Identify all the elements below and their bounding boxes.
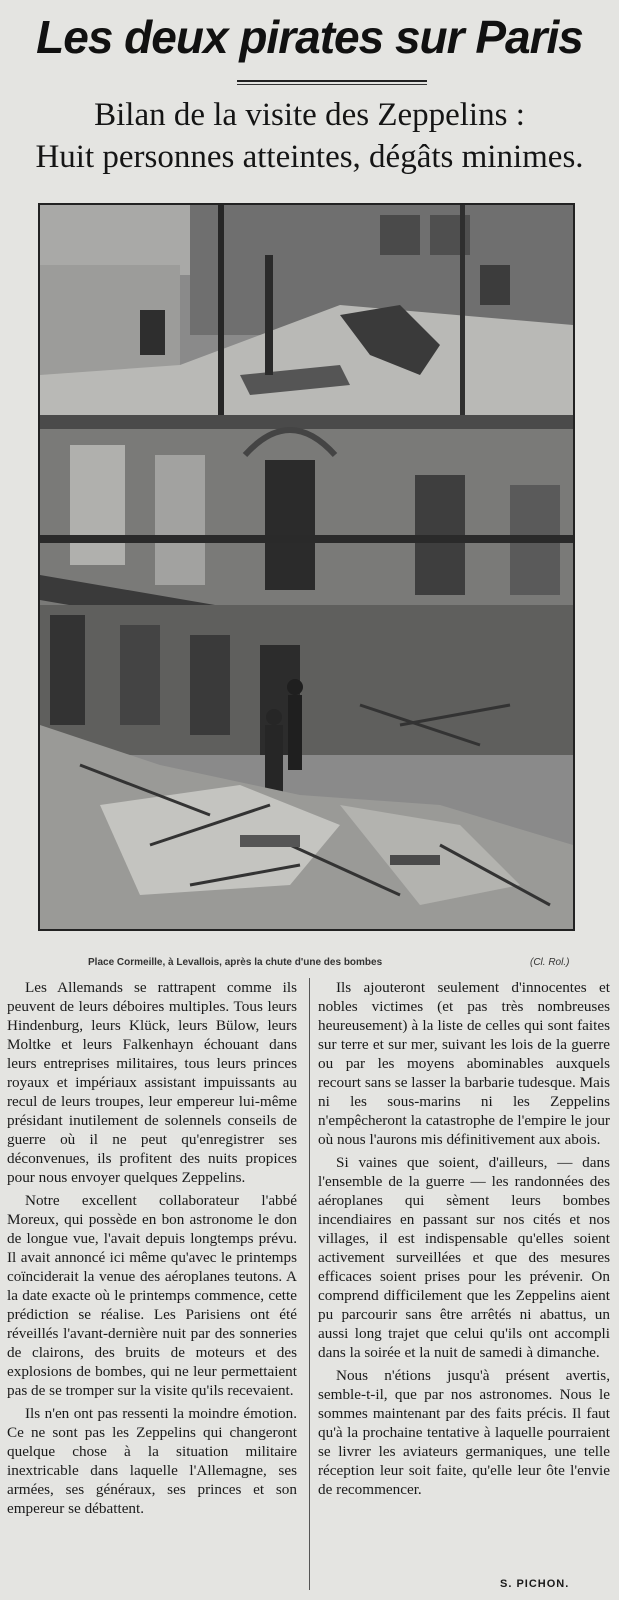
- paragraph: Si vaines que soient, d'ailleurs, — dans l'ensemble de la guerre — les randonnées des aéroplanes qui sèment leurs bombes incendiaires en passant sur nos cités et nos villages, il est indispensable qu'elles soient activement surveillées et que des mesures efficaces soient prises pour les prévenir. On comprend difficilement que les Zeppelins aient pu parcourir sans être arrêtés ni abattus, un aussi long trajet que celui qu'ils ont accompli dans la soirée et la nuit de samedi à dimanche.: [318, 1154, 610, 1361]
- paragraph: Ils n'en ont pas ressenti la moindre émotion. Ce ne sont pas les Zeppelins qui changeront quelque chose à la situation militaire inextricable dans laquelle l'Allemagne, ses armées, ses généraux, ses princes et son empereur se débattent.: [7, 1405, 297, 1517]
- column-divider: [309, 978, 310, 1590]
- headline-rule: [237, 80, 427, 82]
- subheadline-line-1: Bilan de la visite des Zeppelins :: [94, 97, 525, 133]
- caption-text: Place Cormeille, à Levallois, après la chute d'une des bombes: [88, 957, 383, 968]
- article-column-left: [7, 978, 297, 1588]
- photo-illustration: [40, 205, 573, 929]
- paragraph: Ils ajouteront seulement d'innocentes et nobles victimes (et pas très nombreuses heureusement) à la liste de celles qui sont faites sur terre et sur mer, suivant les lois de la guerre ou par les moyens abominables auxquels recourt sans se lasser la barbarie tudesque. Mais ni les sous-marins ni les Zeppelins n'empêcheront la catastrophe de l'empire le jour où nous l'aurons mis définitivement aux abois.: [318, 979, 610, 1148]
- article-column-right: [318, 978, 610, 1588]
- paragraph: Notre excellent collaborateur l'abbé Moreux, qui possède en bon astronome le don de longue vue, l'avait depuis longtemps prévu. Il avait annoncé ici même qu'avec le printemps coïnciderait la venue des aéroplanes teutons. A la date exacte où le printemps commence, cette prédiction se réalise. Les Parisiens ont été réveillés l'avant-dernière nuit par des sonneries de clairons, des bruits de moteurs et des explosions de bombes, qui ne leur permettaient pas de se tromper sur la visite qu'ils recevaient.: [7, 1192, 297, 1399]
- bomb-damage-photo: [38, 203, 575, 931]
- paragraph: Nous n'étions jusqu'à présent avertis, semble-t-il, que par nos astronomes. Nous le sommes maintenant par des faits précis. Il faut qu'à la prochaine tentative à laquelle pourraient se livrer les aviateurs germaniques, une telle réception leur soit faite, qu'elle leur ôte l'envie de recommencer.: [318, 1367, 610, 1498]
- headline-rule-thin: [237, 84, 427, 85]
- headline: Les deux pirates sur Paris: [36, 11, 583, 63]
- photo-credit: (Cl. Rol.): [530, 957, 570, 968]
- subheadline-line-2: Huit personnes atteintes, dégâts minimes.: [35, 139, 584, 175]
- author-signature: S. PICHON.: [500, 1578, 570, 1590]
- paragraph: Les Allemands se rattrapent comme ils peuvent de leurs déboires multiples. Tous leurs Hindenburg, leurs Klück, leurs Bülow, leurs Moltke et leurs Falkenhayn échouant dans leurs entreprises militaires, tous leurs princes royaux et impériaux assistant impuissants au recul de leurs troupes, leur empereur lui-même présidant inutilement de solennels conseils de guerre où il ne peut qu'enregistrer ses déconvenues, ils profitent des nuits propices pour nous envoyer quelques Zeppelins.: [7, 979, 297, 1186]
